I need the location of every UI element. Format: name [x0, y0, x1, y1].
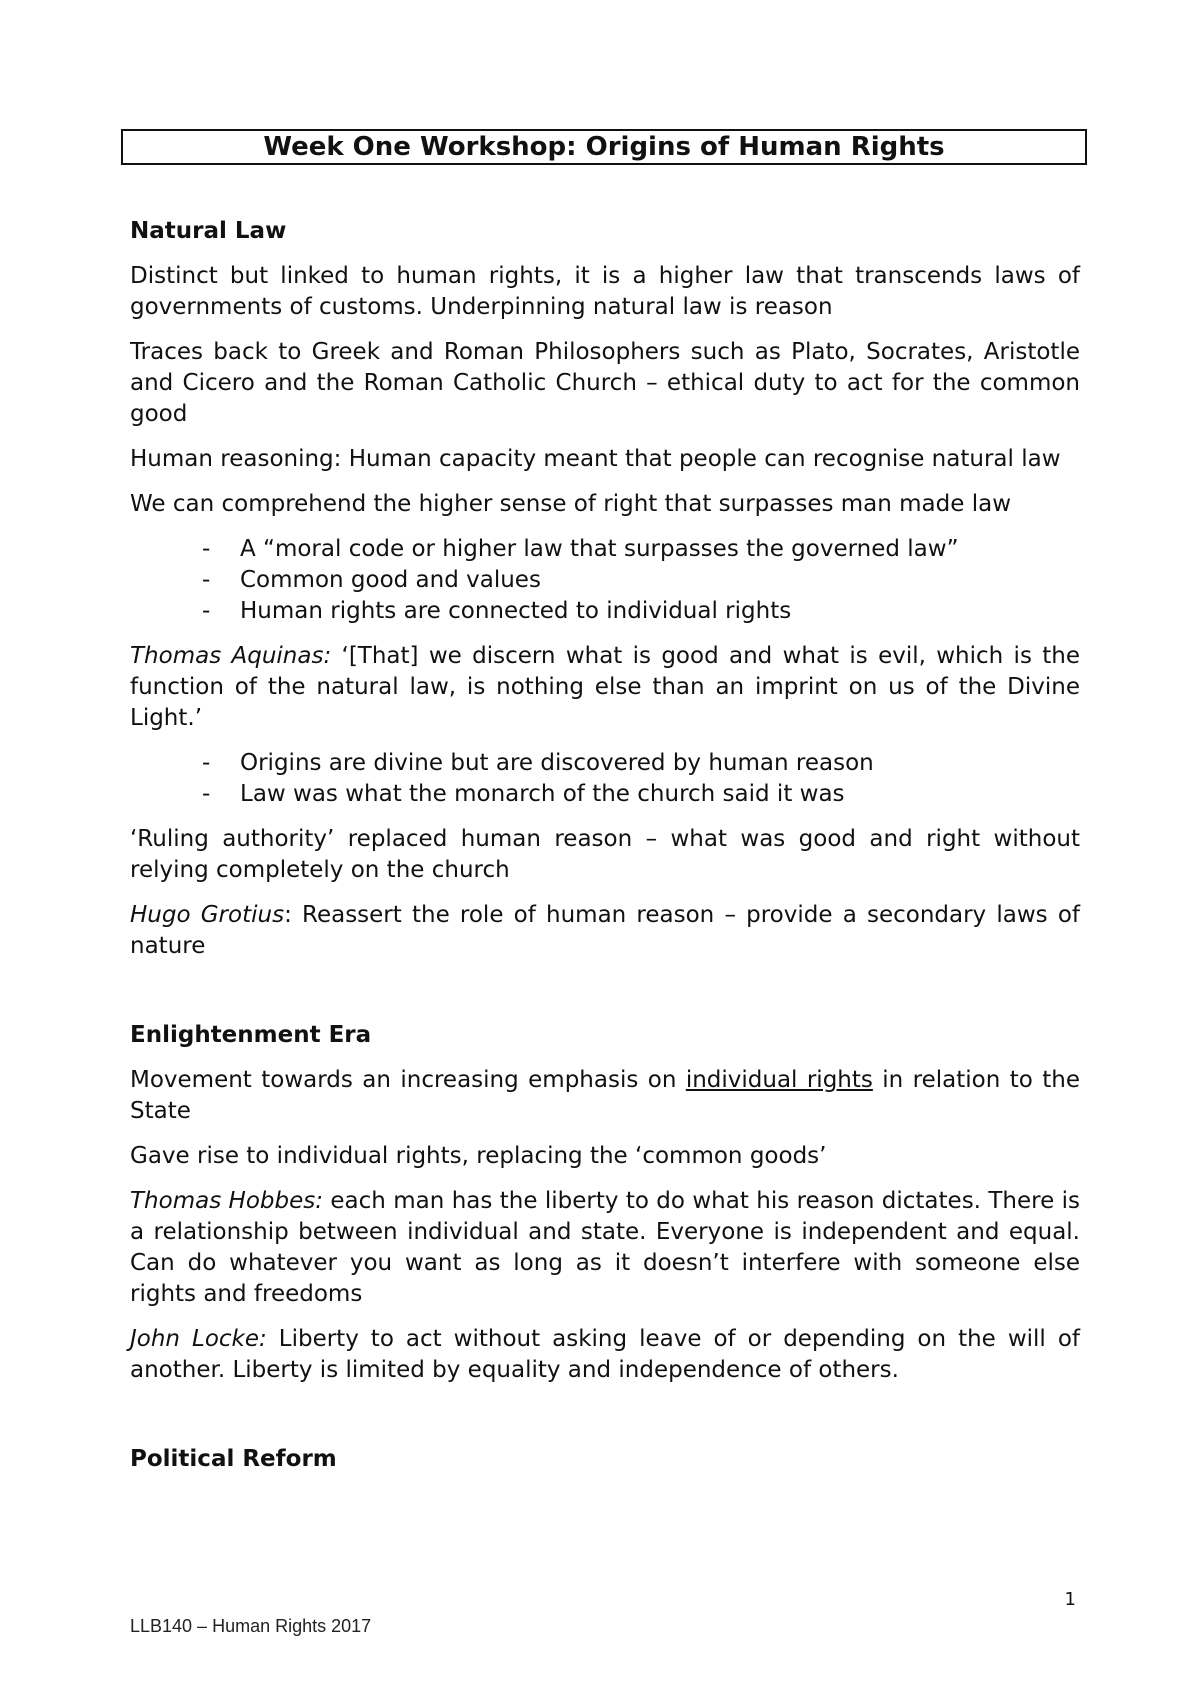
paragraph-hobbes: [130, 1186, 1080, 1310]
paragraph: Human reasoning: Human capacity meant that people can recognise natural law: [130, 446, 1061, 472]
paragraph-enlightenment-1: [130, 1065, 1080, 1127]
spacer: [130, 1400, 1080, 1444]
dash-marker: -: [202, 536, 211, 562]
paragraph: Traces back to Greek and Roman Philosophers such as Plato, Socrates, Aristotle and Cicero and the Roman Catholic Church – ethical duty to act for the common good: [130, 339, 1080, 427]
paragraph-text: each man has the liberty to do what his reason dictates. There is a relationship between individual and state. Everyone is independent and equal. Can do whatever you want as long as it doesn’t interfere with someone else rights and freedoms: [130, 1188, 1080, 1307]
page-number: 1: [1064, 1589, 1076, 1610]
list-item-text: Human rights are connected to individual rights: [240, 598, 792, 624]
list-item-text: Law was what the monarch of the church said it was: [240, 781, 845, 807]
paragraph: ‘Ruling authority’ replaced human reason – what was good and right without relying completely on the church: [130, 826, 1080, 883]
dash-marker: -: [202, 567, 211, 593]
section-heading-natural-law: Natural Law: [130, 218, 287, 244]
paragraph: We can comprehend the higher sense of right that surpasses man made law: [130, 491, 1012, 517]
bullet-list: [130, 748, 1080, 810]
dash-marker: -: [202, 598, 211, 624]
spacer: [130, 976, 1080, 1020]
list-item: [130, 779, 1080, 810]
dash-marker: -: [202, 781, 211, 807]
dash-marker: -: [202, 750, 211, 776]
list-item: [130, 534, 1080, 565]
list-item-text: Origins are divine but are discovered by human reason: [240, 750, 874, 776]
list-item: [130, 748, 1080, 779]
person-name: Hugo Grotius: [130, 902, 285, 928]
document-title: Week One Workshop: Origins of Human Rights: [121, 129, 1087, 165]
paragraph-text: : Reassert the role of human reason – provide a secondary laws of nature: [130, 902, 1080, 959]
list-item-text: A “moral code or higher law that surpasses the governed law”: [240, 536, 959, 562]
paragraph-grotius: [130, 900, 1080, 962]
list-item-text: Common good and values: [240, 567, 541, 593]
paragraph: Gave rise to individual rights, replacing the ‘common goods’: [130, 1143, 827, 1169]
document-body: [130, 216, 1080, 1489]
paragraph-locke: [130, 1324, 1080, 1386]
list-item: [130, 565, 1080, 596]
paragraph-text: in relation to the State: [130, 1067, 1080, 1124]
paragraph-text: Movement towards an increasing emphasis on: [130, 1067, 686, 1093]
page-footer: LLB140 – Human Rights 2017: [130, 1616, 372, 1636]
list-item: [130, 596, 1080, 627]
person-name: John Locke:: [130, 1326, 267, 1352]
bullet-list: [130, 534, 1080, 627]
paragraph: Distinct but linked to human rights, it is a higher law that transcends laws of governments of customs. Underpinning natural law is reason: [130, 263, 1080, 320]
underlined-term: individual rights: [685, 1067, 873, 1093]
quote-text: ‘[That] we discern what is good and what is evil, which is the function of the natural law, is nothing else than an imprint on us of the Divine Light.’: [130, 643, 1080, 731]
paragraph-text: Liberty to act without asking leave of or depending on the will of another. Liberty is limited by equality and independence of others.: [130, 1326, 1080, 1383]
person-name: Thomas Hobbes:: [130, 1188, 324, 1214]
section-heading-enlightenment: Enlightenment Era: [130, 1022, 372, 1048]
paragraph-aquinas: [130, 641, 1080, 734]
person-name: Thomas Aquinas:: [130, 643, 332, 669]
section-heading-political-reform: Political Reform: [130, 1446, 337, 1472]
